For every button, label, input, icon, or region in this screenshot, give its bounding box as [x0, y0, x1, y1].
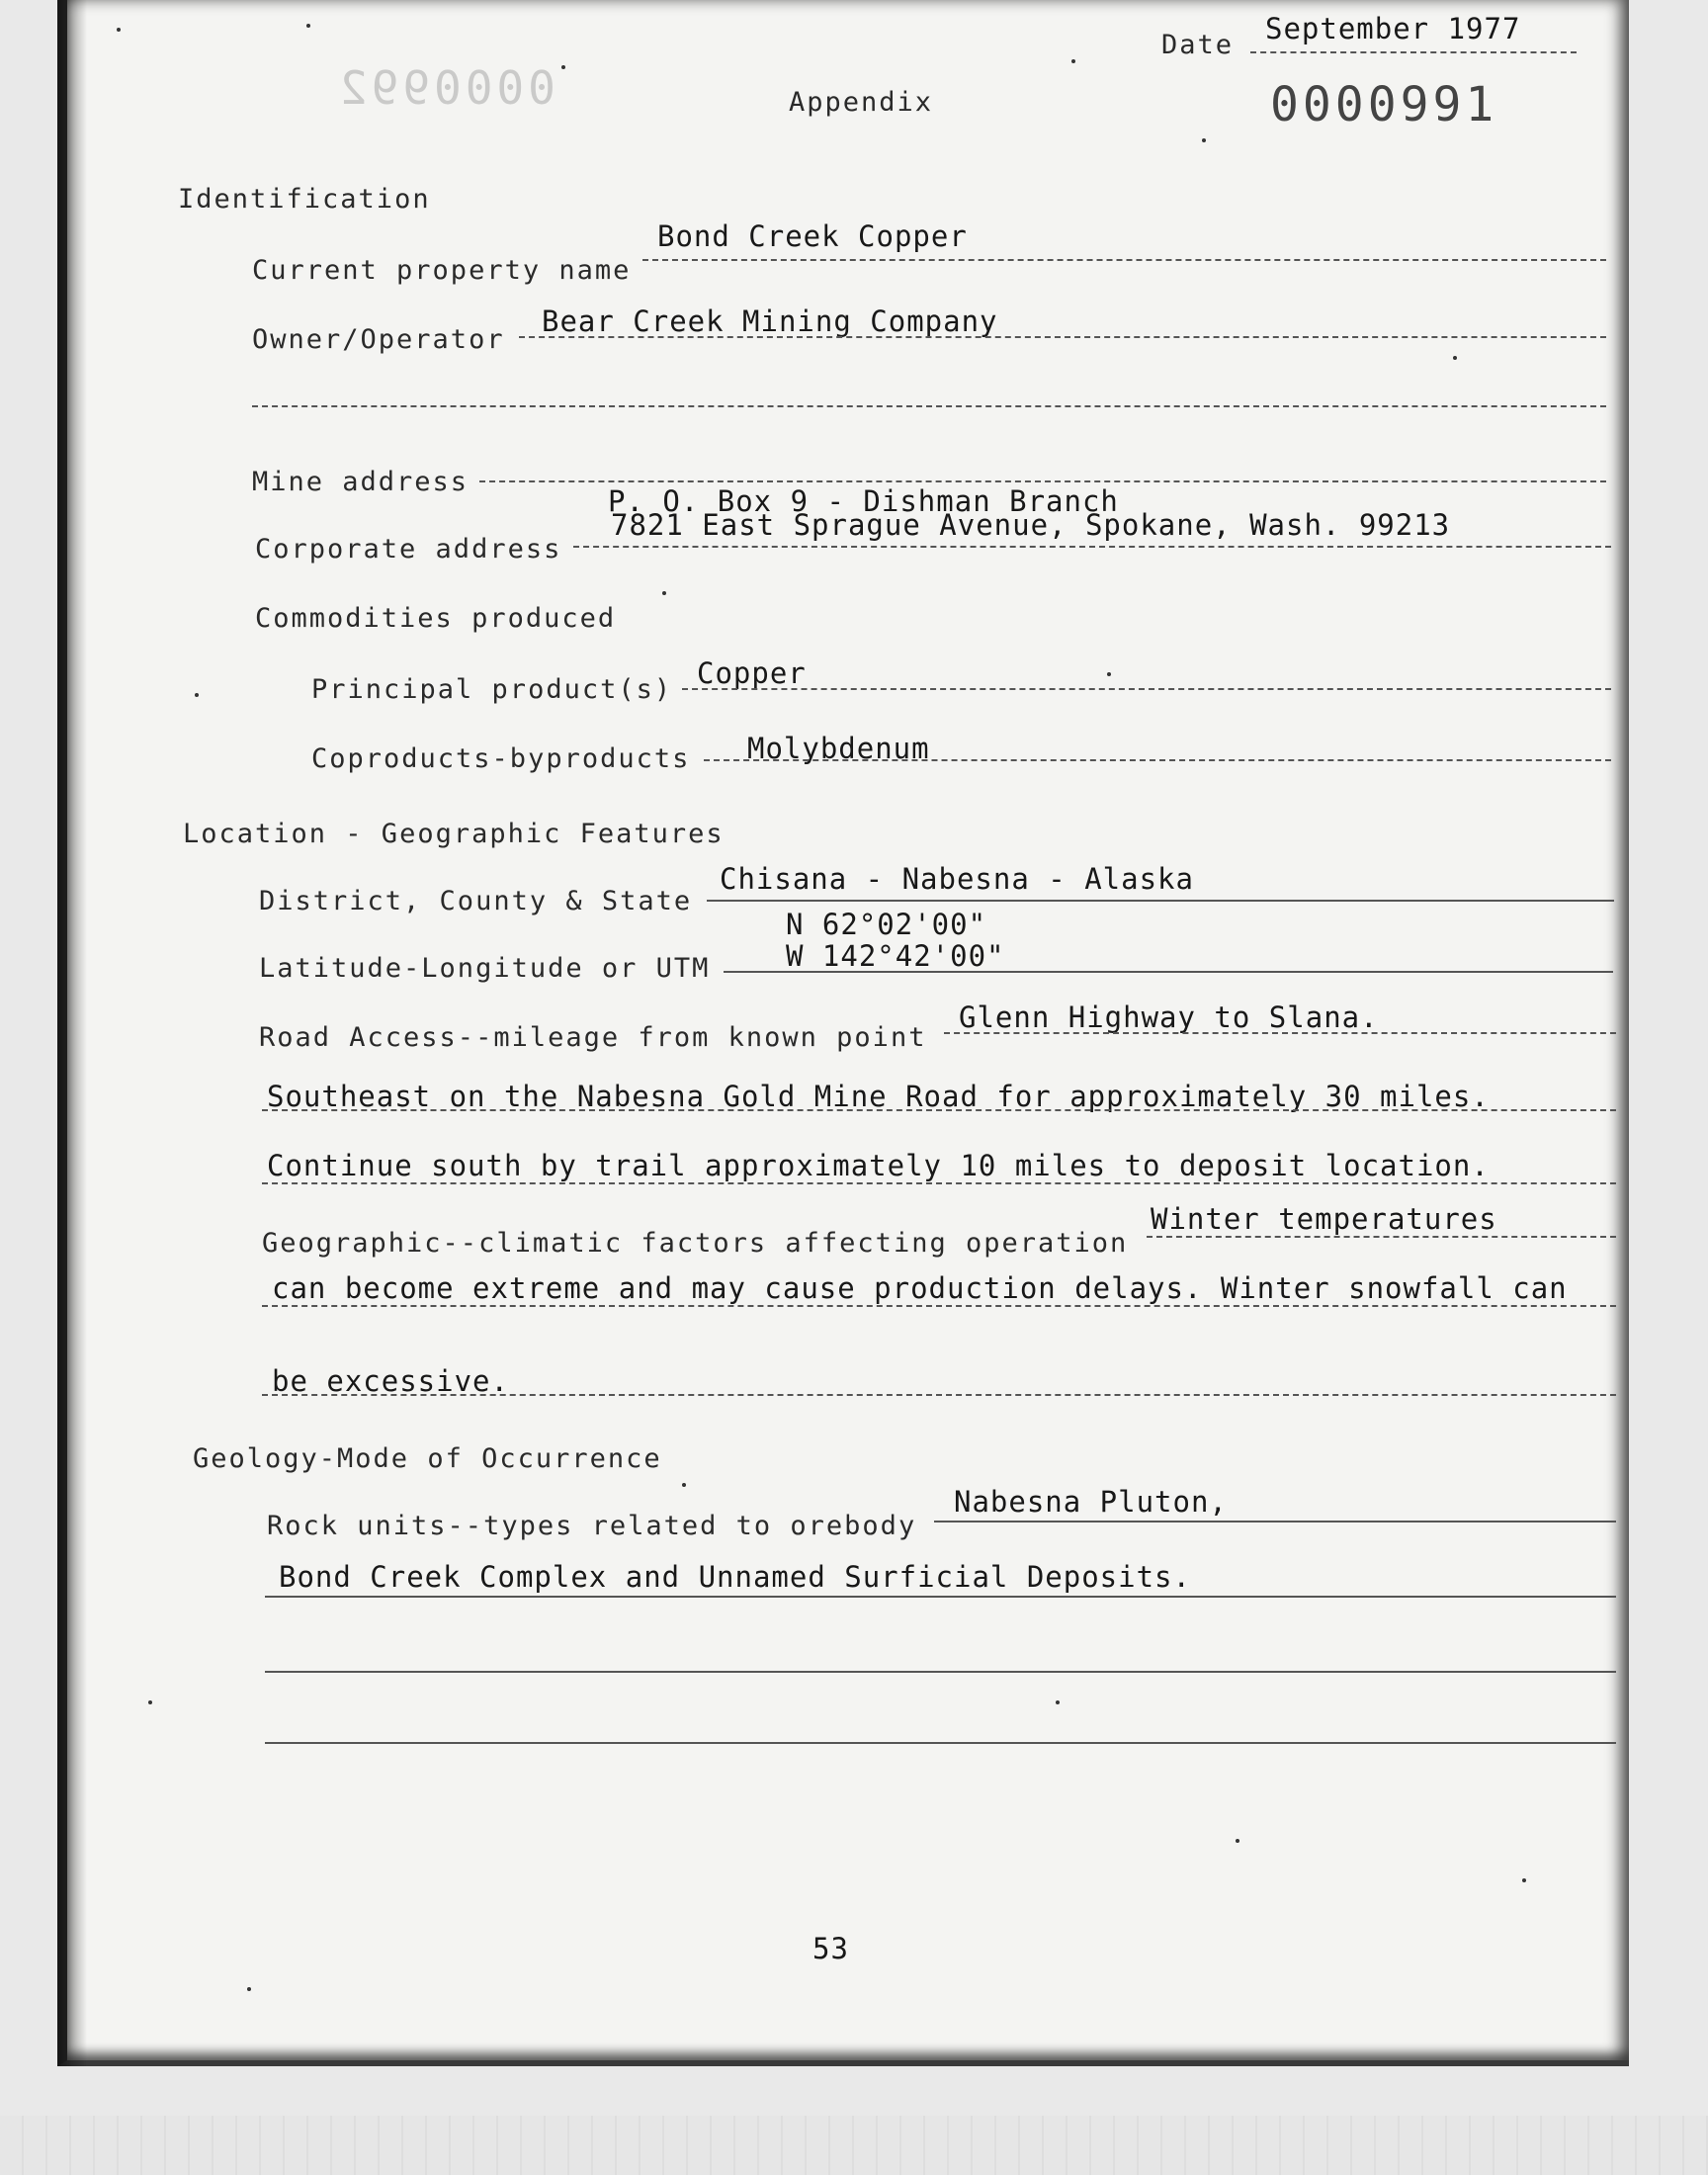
coproducts-line [704, 759, 1611, 761]
geology-heading: Geology-Mode of Occurrence [193, 1443, 662, 1474]
scan-speck [1056, 1700, 1060, 1704]
road-access-label: Road Access--mileage from known point [259, 1022, 927, 1053]
rock-units-line-4 [265, 1742, 1616, 1744]
principal-product-label: Principal product(s) [311, 674, 673, 705]
climate-label: Geographic--climatic factors affecting operation [262, 1228, 1129, 1259]
district-label: District, County & State [259, 886, 693, 916]
rock-units-line-2 [265, 1596, 1616, 1598]
climate-line-2 [262, 1305, 1616, 1307]
climate-value-2: can become extreme and may cause production delays. Winter snowfall can [272, 1271, 1568, 1305]
document-number-stamp: 0000991 [1270, 77, 1498, 132]
scan-speck [1522, 1878, 1526, 1882]
scan-speck [148, 1700, 152, 1704]
page-number: 53 [812, 1932, 849, 1965]
principal-product-value: Copper [697, 656, 807, 690]
corporate-address-line [573, 546, 1611, 548]
climate-value-3: be excessive. [272, 1364, 509, 1398]
commodities-label: Commodities produced [255, 603, 617, 634]
owner-line [519, 336, 1606, 338]
identification-heading: Identification [178, 184, 431, 215]
scan-speck [1453, 356, 1457, 360]
latlong-label: Latitude-Longitude or UTM [259, 953, 711, 984]
district-line [707, 900, 1614, 902]
climate-line-3 [262, 1394, 1616, 1396]
rock-units-line-3 [265, 1671, 1616, 1673]
bleed-through-number: 0000992 [336, 61, 555, 115]
owner-line-2 [252, 405, 1606, 407]
road-access-value-1: Glenn Highway to Slana. [959, 1000, 1379, 1034]
scan-speck [662, 591, 666, 595]
district-value: Chisana - Nabesna - Alaska [720, 862, 1194, 896]
location-heading: Location - Geographic Features [183, 819, 725, 849]
coproducts-value: Molybdenum [747, 732, 930, 765]
scan-bottom-strip [0, 2116, 1708, 2175]
owner-value: Bear Creek Mining Company [542, 304, 998, 338]
scan-speck [1107, 672, 1111, 676]
rock-units-label: Rock units--types related to orebody [267, 1511, 917, 1541]
scan-speck [195, 693, 199, 697]
climate-value-1: Winter temperatures [1151, 1202, 1497, 1236]
climate-line-1 [1147, 1236, 1616, 1238]
scan-speck [1071, 59, 1075, 63]
scan-speck [247, 1987, 251, 1991]
property-name-label: Current property name [252, 255, 632, 286]
mine-address-line [479, 480, 1606, 482]
binding-shadow [57, 0, 87, 2066]
owner-label: Owner/Operator [252, 324, 505, 355]
scan-speck [117, 28, 121, 32]
latlong-line [724, 971, 1613, 973]
rock-units-value-1: Nabesna Pluton, [954, 1485, 1228, 1519]
road-access-value-2: Southeast on the Nabesna Gold Mine Road for approximately 30 miles. [267, 1080, 1490, 1113]
date-value: September 1977 [1265, 12, 1521, 45]
road-access-value-3: Continue south by trail approximately 10 miles to deposit location. [267, 1149, 1490, 1182]
corporate-address-line1: P. O. Box 9 - Dishman Branch [608, 484, 1119, 518]
property-name-line [642, 259, 1606, 261]
rock-units-line-1 [934, 1521, 1616, 1522]
coproducts-label: Coproducts-byproducts [311, 743, 691, 774]
date-underline [1250, 51, 1577, 53]
mine-address-label: Mine address [252, 467, 470, 497]
corporate-address-line2: 7821 East Sprague Avenue, Spokane, Wash. 99213 [611, 508, 1451, 542]
date-label: Date [1161, 30, 1235, 60]
road-access-line-3 [262, 1182, 1616, 1184]
property-name-value: Bond Creek Copper [657, 219, 968, 253]
scan-speck [1202, 138, 1206, 142]
latitude-value: N 62°02'00" [786, 908, 987, 941]
rock-units-value-2: Bond Creek Complex and Unnamed Surficial Deposits. [279, 1560, 1191, 1594]
road-access-line-2 [262, 1109, 1616, 1111]
scan-speck [1236, 1839, 1239, 1843]
road-access-line-1 [944, 1032, 1616, 1034]
scan-speck [306, 24, 310, 28]
scan-speck [561, 65, 565, 69]
principal-product-line [682, 688, 1611, 690]
page-title: Appendix [789, 87, 934, 118]
scan-speck [682, 1483, 686, 1487]
corporate-address-label: Corporate address [255, 534, 562, 565]
longitude-value: W 142°42'00" [786, 939, 1005, 973]
